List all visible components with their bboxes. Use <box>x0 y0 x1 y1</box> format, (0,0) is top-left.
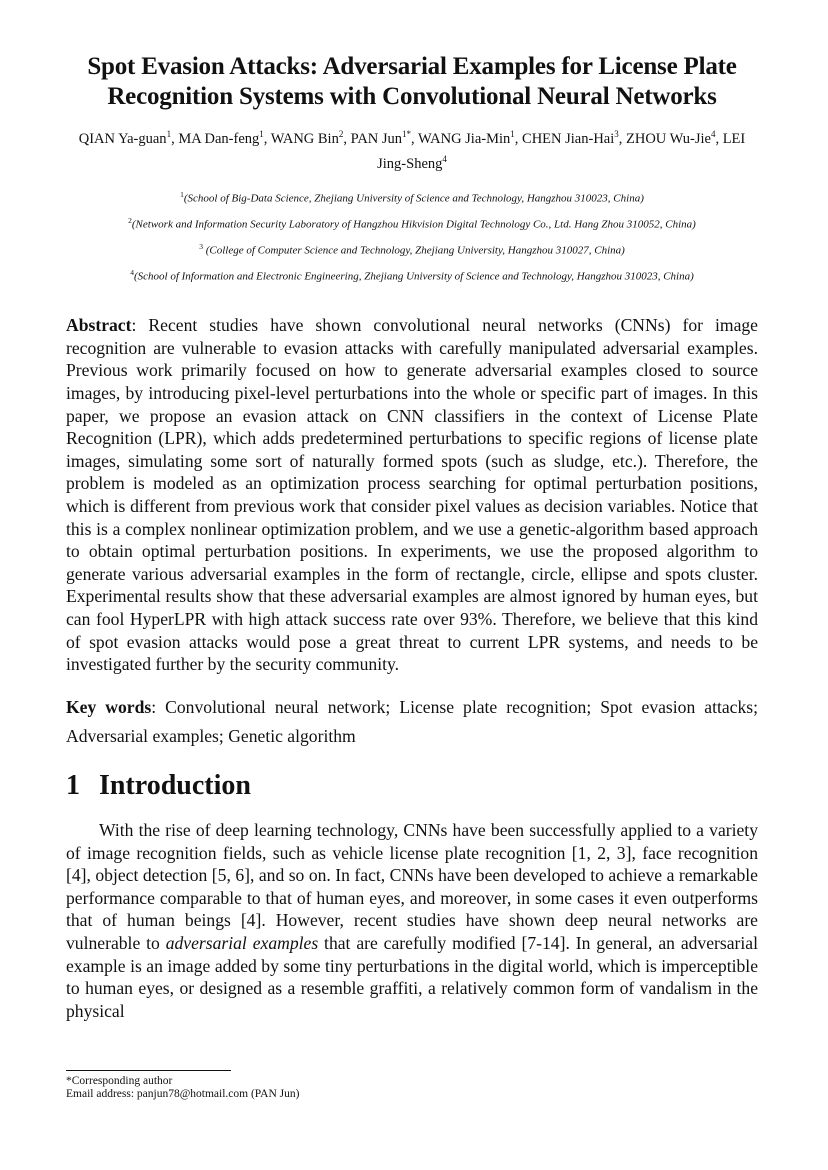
author: WANG Jia-Min$^1$, <box>418 129 523 147</box>
section-heading <box>66 769 758 803</box>
affiliation: $^2$(Network and Information Security Laboratory of Hangzhou Hikvision Digital Technology Co., Ltd. Hang Zhou 310052, China) <box>128 215 696 231</box>
paper-title: Spot Evasion Attacks: Adversarial Examples for License Plate Recognition Systems with Convolutional Neural Networks <box>87 53 737 110</box>
author-list <box>66 124 758 174</box>
author: QIAN Ya-guan$^1$, <box>78 129 179 147</box>
footnote <box>66 1070 758 1101</box>
keywords <box>66 693 758 751</box>
author: WANG Bin$^2$, <box>270 129 351 147</box>
affiliation-list <box>66 184 758 289</box>
section-title: Introduction <box>99 769 251 801</box>
emphasis-term: adversarial examples <box>165 932 319 953</box>
intro-paragraph: With the rise of deep learning technology, CNNs have been successfully applied to a variety of image recognition fields, such as vehicle license plate recognition [1, 2, 3], face recognition [4], object detection [5, 6], and so on. In fact, CNNs have been developed to achieve a remarkable performance comparable to that of human eyes, and moreover, in some cases it even outperforms that of human beings [4]. However, recent studies have shown deep neural networks are vulnerable to adversarial examples that are carefully modified [7-14]. In general, an adversarial example is an image added by some tiny perturbations in the digital world, which is imperceptible to human eyes, or designed as a resemble graffiti, a relatively common form of vandalism in the physical <box>66 819 758 1021</box>
author-corresponding: PAN Jun$^{1*}$, <box>350 129 419 147</box>
corresponding-author-note: *Corresponding author <box>66 1075 173 1087</box>
abstract <box>66 314 758 676</box>
email-note: Email address: panjun78@hotmail.com (PAN Jun) <box>66 1088 300 1100</box>
author: CHEN Jian-Hai$^3$, <box>522 129 626 147</box>
author: LEI Jing-Sheng$^4$ <box>377 130 746 172</box>
abstract-label: Abstract <box>66 315 132 336</box>
keywords-label: Key words <box>66 697 152 718</box>
keywords-text: : Convolutional neural network; License plate recognition; Spot evasion attacks; Adversarial examples; Genetic algorithm <box>66 697 758 747</box>
footnote-divider <box>66 1070 231 1071</box>
author: ZHOU Wu-Jie$^4$, <box>626 129 723 147</box>
abstract-text: : Recent studies have shown convolutional neural networks (CNNs) for image recognition are vulnerable to evasion attacks with carefully manipulated adversarial examples. Previous work primarily focused on how to generate adversarial examples closed to source images, by introducing pixel-level perturbations into the whole or specific part of images. In this paper, we propose an evasion attack on CNN classifiers in the context of License Plate Recognition (LPR), which adds predetermined perturbations to specific regions of license plate images, simulating some sort of naturally formed spots (such as sludge, etc.). Therefore, the problem is modeled as an optimization process searching for optimal perturbation positions, which is different from previous work that consider pixel values as decision variables. Notice that this is a complex nonlinear optimization problem, and we use a genetic-algorithm based approach to obtain optimal perturbation positions. In experiments, we use the proposed algorithm to generate various adversarial examples in the form of rectangle, circle, ellipse and spots cluster. Experimental results show that these adversarial examples are almost ignored by human eyes, but can fool HyperLPR with high attack success rate over 93%. Therefore, we believe that this kind of spot evasion attacks would pose a great threat to current LPR systems, and needs to be investigated further by the security community. <box>66 315 758 675</box>
paper-page <box>66 52 758 1040</box>
author: MA Dan-feng$^1$, <box>178 129 271 147</box>
affiliation: $^3$ (College of Computer Science and Technology, Zhejiang University, Hangzhou 310027, China) <box>199 241 625 257</box>
affiliation: $^4$(School of Information and Electronic Engineering, Zhejiang University of Science and Technology, Hangzhou 310023, China) <box>130 268 694 283</box>
affiliation: $^1$(School of Big-Data Science, Zhejiang University of Science and Technology, Hangzhou 310023, China) <box>180 189 644 205</box>
section-number: 1 <box>66 769 80 801</box>
